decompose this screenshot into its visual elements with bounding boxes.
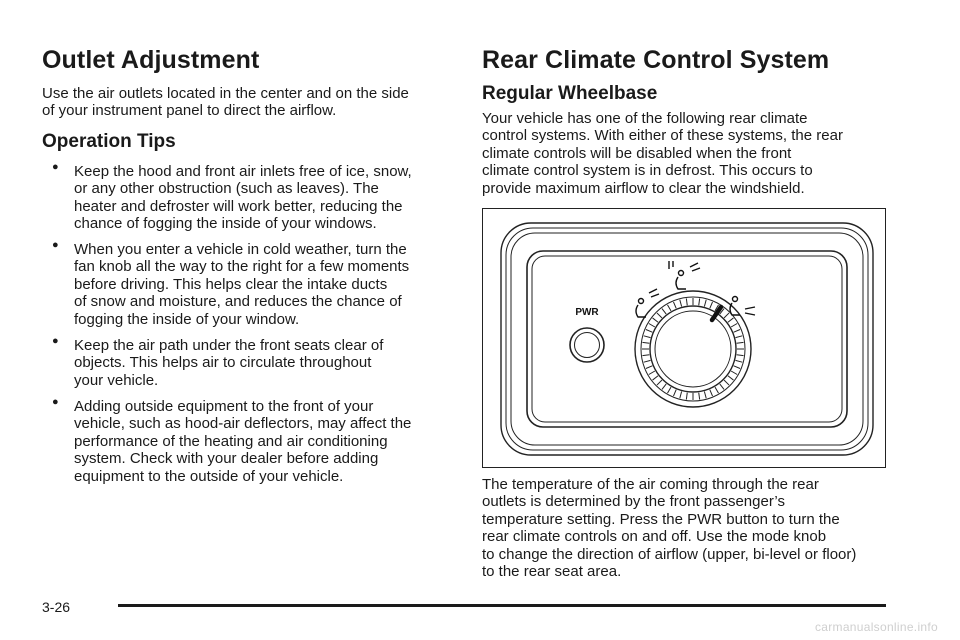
knob-ridge bbox=[699, 393, 700, 400]
knob-ridge bbox=[673, 390, 676, 396]
bullet-icon: ● bbox=[52, 335, 59, 347]
knob-ridge bbox=[710, 302, 713, 308]
control-panel-drawing bbox=[483, 209, 884, 466]
knob-ridge bbox=[736, 360, 743, 362]
outlet-intro-text: Use the air outlets located in the center and on the side of your instrument panel to direct the airflow. bbox=[42, 85, 409, 120]
tip-text: Adding outside equipment to the front of your vehicle, such as hood-air deflectors, may affect the performance of the heating and air conditioning system. Check with your dealer before adding equipment to the outside of your vehicle. bbox=[74, 398, 412, 485]
knob-ridge bbox=[642, 342, 649, 343]
rear-climate-control-illustration bbox=[482, 208, 886, 468]
knob-ridge bbox=[686, 393, 687, 400]
knob-ridge bbox=[734, 366, 740, 369]
knob-ridge bbox=[662, 384, 666, 390]
knob-ridge bbox=[737, 355, 744, 356]
knob-ridge bbox=[662, 309, 666, 315]
knob-ridge bbox=[646, 329, 652, 332]
knob-ridge bbox=[644, 360, 651, 362]
bi-level-mode-icon bbox=[669, 261, 700, 289]
tip-text: When you enter a vehicle in cold weather, turn the fan knob all the way to the right for a few moments before driving. This helps clear the intake ducts of snow and moisture, and reduces the chance of fogging the inside of your window. bbox=[74, 241, 410, 328]
knob-ridge bbox=[704, 300, 706, 307]
regular-wheelbase-heading: Regular Wheelbase bbox=[482, 83, 658, 104]
knob-ridge bbox=[686, 298, 687, 305]
knob-ridge bbox=[646, 366, 652, 369]
knob-ridge bbox=[649, 371, 655, 375]
rear-climate-description-text: The temperature of the air coming through the rear outlets is determined by the front passenger’s temperature setting. Press the PWR button to turn the rear climate controls on and off. Use the mode knob to change the direction of airflow (upper, bi-level or floor) to the rear seat area. bbox=[482, 476, 857, 581]
knob-ridge bbox=[668, 305, 672, 311]
section-title-rear-climate: Rear Climate Control System bbox=[482, 46, 830, 74]
page-number: 3-26 bbox=[42, 599, 71, 615]
knob-ridge bbox=[680, 300, 682, 307]
site-watermark: carmanualsonline.info bbox=[814, 620, 938, 634]
knob-ridge bbox=[673, 302, 676, 308]
knob-ridge bbox=[649, 324, 655, 328]
knob-ridge bbox=[704, 392, 706, 399]
tip-text: Keep the hood and front air inlets free of ice, snow, or any other obstruction (such as leaves). The heater and defroster will work better, reducing the chance of fogging the inside of your windows. bbox=[74, 163, 412, 233]
section-title-outlet-adjustment: Outlet Adjustment bbox=[42, 46, 260, 74]
pwr-button[interactable] bbox=[570, 328, 604, 362]
knob-ridge bbox=[657, 313, 662, 318]
knob-ridge bbox=[734, 329, 740, 332]
bullet-icon: ● bbox=[52, 161, 59, 173]
knob-ridge bbox=[653, 376, 659, 380]
mode-knob[interactable] bbox=[635, 291, 751, 407]
knob-ridge bbox=[724, 313, 729, 318]
knob-ridge bbox=[720, 384, 724, 390]
footer-rule bbox=[118, 604, 886, 607]
pwr-label: PWR bbox=[575, 307, 599, 318]
knob-ridge bbox=[715, 387, 719, 393]
knob-ridge bbox=[731, 371, 737, 375]
operation-tips-heading: Operation Tips bbox=[42, 131, 176, 152]
rear-climate-intro-text: Your vehicle has one of the following rear climate control systems. With either of these systems, the rear climate controls will be disabled when the front climate control system is in defrost. This occurs to provide maximum airflow to clear the windshield. bbox=[482, 110, 843, 197]
knob-ridge bbox=[644, 336, 651, 338]
knob-ridge bbox=[724, 380, 729, 385]
floor-mode-icon bbox=[730, 297, 755, 316]
knob-ridge bbox=[731, 324, 737, 328]
knob-ridge bbox=[737, 342, 744, 343]
knob-ridge bbox=[642, 355, 649, 356]
tip-text: Keep the air path under the front seats clear of objects. This helps air to circulate throughout your vehicle. bbox=[74, 337, 384, 389]
knob-ridge bbox=[728, 318, 734, 322]
knob-ridge bbox=[668, 387, 672, 393]
knob-ridge bbox=[653, 318, 659, 322]
knob-ridge bbox=[728, 376, 734, 380]
knob-ridge bbox=[657, 380, 662, 385]
bullet-icon: ● bbox=[52, 396, 59, 408]
knob-ridge bbox=[736, 336, 743, 338]
knob-ridge bbox=[710, 390, 713, 396]
knob-ridge bbox=[699, 298, 700, 305]
bullet-icon: ● bbox=[52, 239, 59, 251]
knob-ridge bbox=[680, 392, 682, 399]
